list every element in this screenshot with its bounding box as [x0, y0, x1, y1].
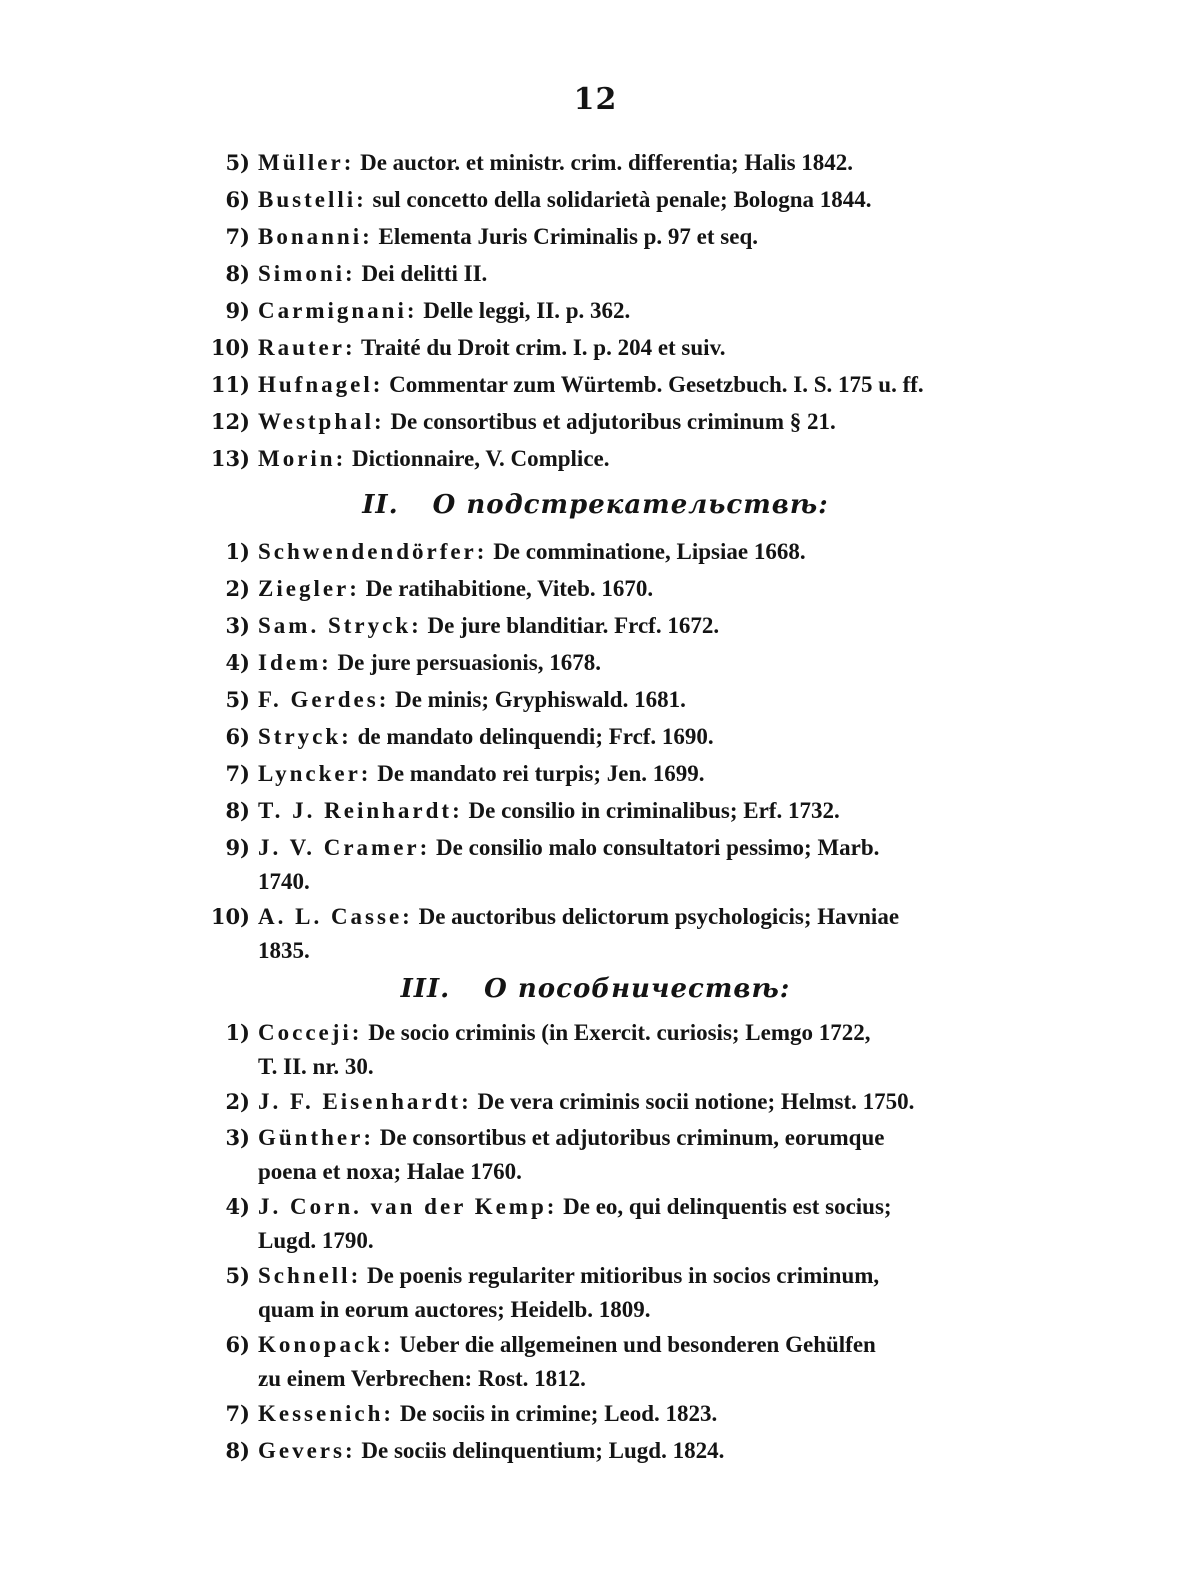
- bibliography-entry: 6) Bustelli: sul concetto della solidarietà penale; Bologna 1844.: [225, 187, 872, 212]
- bibliography-entry: 11) Hufnagel: Commentar zum Würtemb. Gesetzbuch. I. S. 175 u. ff.: [210, 372, 924, 397]
- bibliography-entry: 7) Bonanni: Elementa Juris Criminalis p. 97 et seq.: [225, 224, 759, 249]
- section-heading-ii: II. О подстрекательствѣ:: [362, 490, 829, 520]
- bibliography-entry: 2) Ziegler: De ratihabitione, Viteb. 1670.: [225, 576, 654, 601]
- bibliography-entry: 8) Gevers: De sociis delinquentium; Lugd. 1824.: [225, 1438, 725, 1463]
- bibliography-entry: 10) A. L. Casse: De auctoribus delictorum psychologicis; Havniae 1835.: [210, 904, 900, 963]
- bibliography-entry: 4) Idem: De jure persuasionis, 1678.: [225, 650, 601, 675]
- section-heading-iii: III. О пособничествѣ:: [400, 974, 791, 1004]
- bibliography-entry: 8) T. J. Reinhardt: De consilio in criminalibus; Erf. 1732.: [225, 798, 840, 823]
- bibliography-entry: 5) Schnell: De poenis regulariter mitioribus in socios criminum, quam in eorum auctores; Heidelb. 1809.: [225, 1263, 880, 1322]
- bibliography-entry: 3) Sam. Stryck: De jure blanditiar. Frcf. 1672.: [225, 613, 720, 638]
- bibliography-entry: 9) J. V. Cramer: De consilio malo consultatori pessimo; Marb. 1740.: [225, 835, 880, 894]
- bibliography-entry: 9) Carmignani: Delle leggi, II. p. 362.: [225, 298, 631, 323]
- page-number: 12: [573, 82, 618, 117]
- bibliography-entry: 5) Müller: De auctor. et ministr. crim. differentia; Halis 1842.: [225, 150, 854, 175]
- bibliography-entry: 6) Konopack: Ueber die allgemeinen und besonderen Gehülfen zu einem Verbrechen: Rost. 1812.: [225, 1332, 876, 1391]
- bibliography-entry: 10) Rauter: Traité du Droit crim. I. p. 204 et suiv.: [210, 335, 726, 360]
- bibliography-entry: 7) Lyncker: De mandato rei turpis; Jen. 1699.: [225, 761, 705, 786]
- bibliography-entry: 8) Simoni: Dei delitti II.: [225, 261, 488, 286]
- bibliography-entry: 12) Westphal: De consortibus et adjutoribus criminum § 21.: [210, 409, 836, 434]
- bibliography-entry: 5) F. Gerdes: De minis; Gryphiswald. 1681.: [225, 687, 686, 712]
- bibliography-entry: 13) Morin: Dictionnaire, V. Complice.: [210, 446, 610, 471]
- bibliography-entry: 6) Stryck: de mandato delinquendi; Frcf. 1690.: [225, 724, 714, 749]
- bibliography-entry: 2) J. F. Eisenhardt: De vera criminis socii notione; Helmst. 1750.: [225, 1089, 915, 1114]
- bibliography-entry: 4) J. Corn. van der Kemp: De eo, qui delinquentis est socius; Lugd. 1790.: [225, 1194, 892, 1253]
- bibliography-entry: 3) Günther: De consortibus et adjutoribus criminum, eorumque poena et noxa; Halae 1760.: [225, 1125, 885, 1184]
- bibliography-entry: 1) Cocceji: De socio criminis (in Exercit. curiosis; Lemgo 1722, T. II. nr. 30.: [225, 1020, 871, 1079]
- bibliography-entry: 1) Schwendendörfer: De comminatione, Lipsiae 1668.: [225, 539, 806, 564]
- bibliography-entry: 7) Kessenich: De sociis in crimine; Leod. 1823.: [225, 1401, 718, 1426]
